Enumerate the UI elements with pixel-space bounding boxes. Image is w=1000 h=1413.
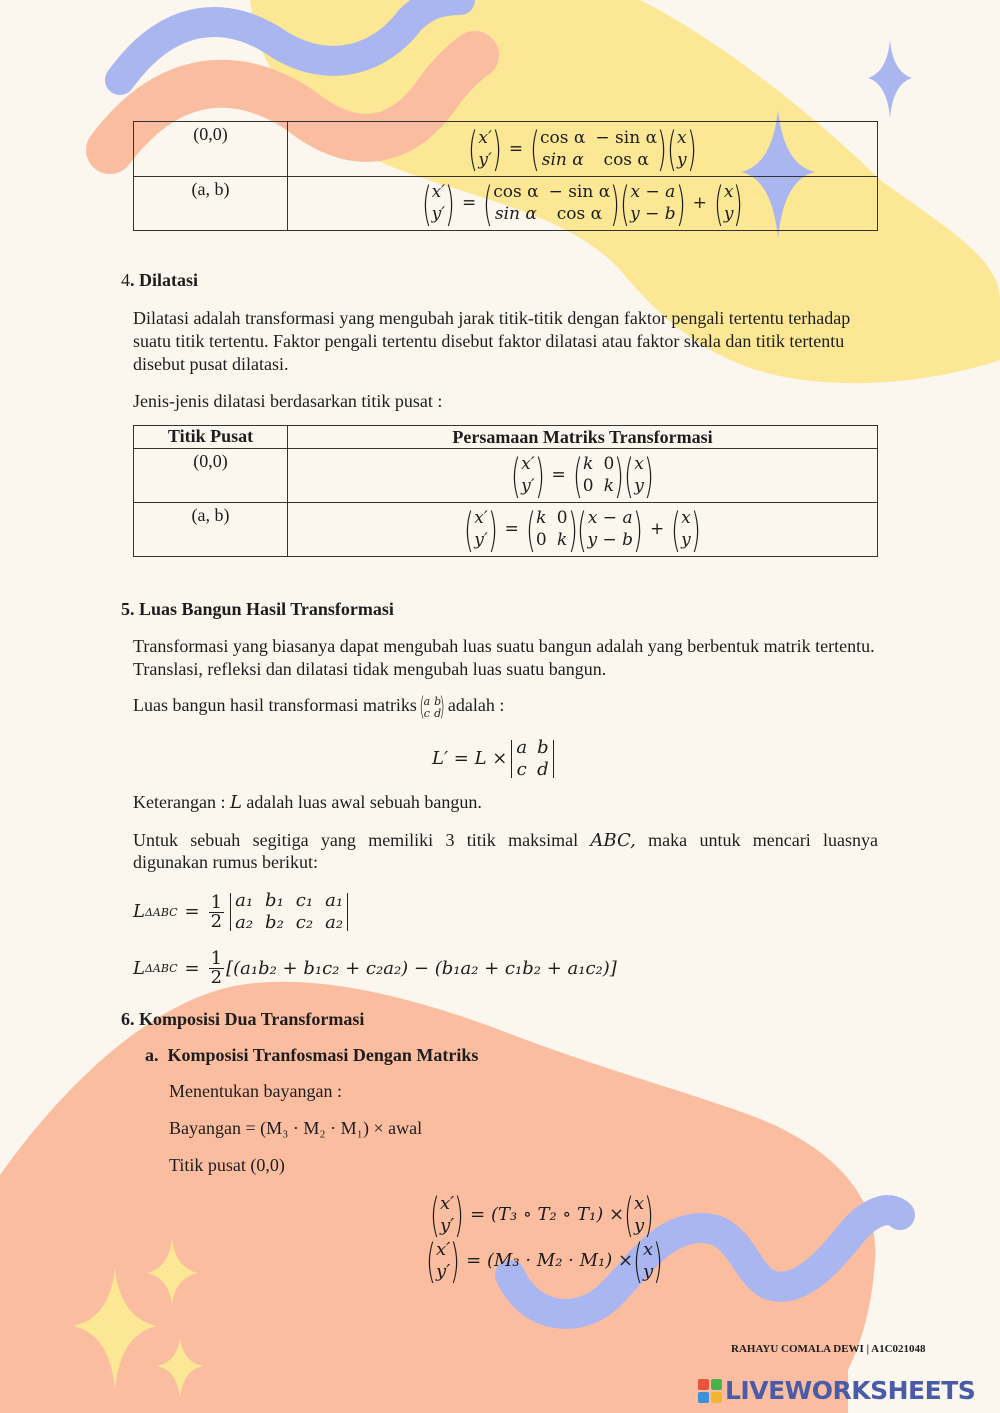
dilation-table — [133, 425, 878, 557]
dilation-equation: ( x′ y′ ) = ( k 0 0 k ) ( x y ) — [288, 449, 878, 503]
note-line: Keterangan : L adalah luas awal sebuah bangun. — [133, 792, 482, 813]
dilation-center: (a, b) — [134, 503, 288, 557]
rotation-equation: ( x′ y′ ) = ( cos α − sin α sin α cos α ) ( x y ) — [288, 122, 878, 177]
section-6a-heading: a. Komposisi Tranfosmasi Dengan Matriks — [145, 1045, 479, 1065]
area-formula: L′ = L × a b c d — [432, 737, 558, 781]
rotation-table — [133, 121, 878, 231]
dilation-center: (0,0) — [134, 449, 288, 503]
composition-line-2: Bayangan = (M₃ · M₂ · M₁) × awal — [169, 1118, 423, 1138]
composition-eq-2: ( x′ y′ ) = (M₃ · M₂ · M₁) × ( x y ) — [426, 1234, 664, 1288]
area-intro: Luas bangun hasil transformasi matriks ( a b c d ) adalah : — [133, 692, 505, 722]
section-4-heading: 4. Dilatasi — [121, 270, 199, 290]
header-center: Titik Pusat — [134, 426, 288, 449]
rotation-center: (a, b) — [134, 177, 288, 231]
section-4-paragraph: Dilatasi adalah transformasi yang mengubah jarak titik-titik dengan faktor pengali tertentu terhadap suatu titik tertentu. Faktor pengali tertentu disebut faktor dilatasi atau faktor skala dan titik tertentu disebut pusat dilatasi. — [133, 308, 851, 374]
rotation-center: (0,0) — [134, 122, 288, 177]
triangle-det-formula: L ΔABC = $\frac{1}{2}$ a₁ b₁ c₁ a₁ a₂ b₂ c₂ a₂ — [133, 890, 352, 934]
brand-name: LIVEWORKSHEETS — [725, 1376, 976, 1405]
brand-logo-icon — [698, 1379, 722, 1403]
brand-logo[interactable] — [698, 1376, 975, 1405]
composition-eq-1: ( x′ y′ ) = (T₃ ∘ T₂ ∘ T₁) × ( x y ) — [430, 1188, 655, 1242]
dilation-equation: ( x′ y′ ) = ( k 0 0 k ) ( x − a y − b ) + ( x y ) — [288, 503, 878, 557]
section-5-paragraph: Transformasi yang biasanya dapat mengubah luas suatu bangun adalah yang berbentuk matrik tertentu. Translasi, refleksi dan dilatasi tidak mengubah luas suatu bangun. — [133, 636, 875, 679]
author-footer: RAHAYU COMALA DEWI | A1C021048 — [731, 1343, 926, 1355]
rotation-equation: ( x′ y′ ) = ( cos α − sin α sin α cos α ) ( x − a y − b ) + ( x y ) — [288, 177, 878, 231]
composition-line-3: Titik pusat (0,0) — [169, 1155, 285, 1175]
header-equation: Persamaan Matriks Transformasi — [288, 426, 878, 449]
section-6-heading: 6. Komposisi Dua Transformasi — [121, 1009, 365, 1029]
triangle-expanded-formula: L ΔABC = $\frac{1}{2}$ [(a₁b₂ + b₁c₂ + c₂a₂) − (b₁a₂ + c₁b₂ + a₁c₂)] — [133, 948, 617, 988]
triangle-paragraph-2: digunakan rumus berikut: — [133, 852, 318, 872]
section-5-heading: 5. Luas Bangun Hasil Transformasi — [121, 599, 394, 619]
dilation-types-intro: Jenis-jenis dilatasi berdasarkan titik pusat : — [133, 391, 443, 411]
composition-line-1: Menentukan bayangan : — [169, 1081, 342, 1101]
triangle-paragraph: Untuk sebuah segitiga yang memiliki 3 titik maksimal ABC, maka untuk mencari luasnya — [133, 830, 879, 851]
small-matrix: ( a b c d ) — [419, 692, 446, 722]
